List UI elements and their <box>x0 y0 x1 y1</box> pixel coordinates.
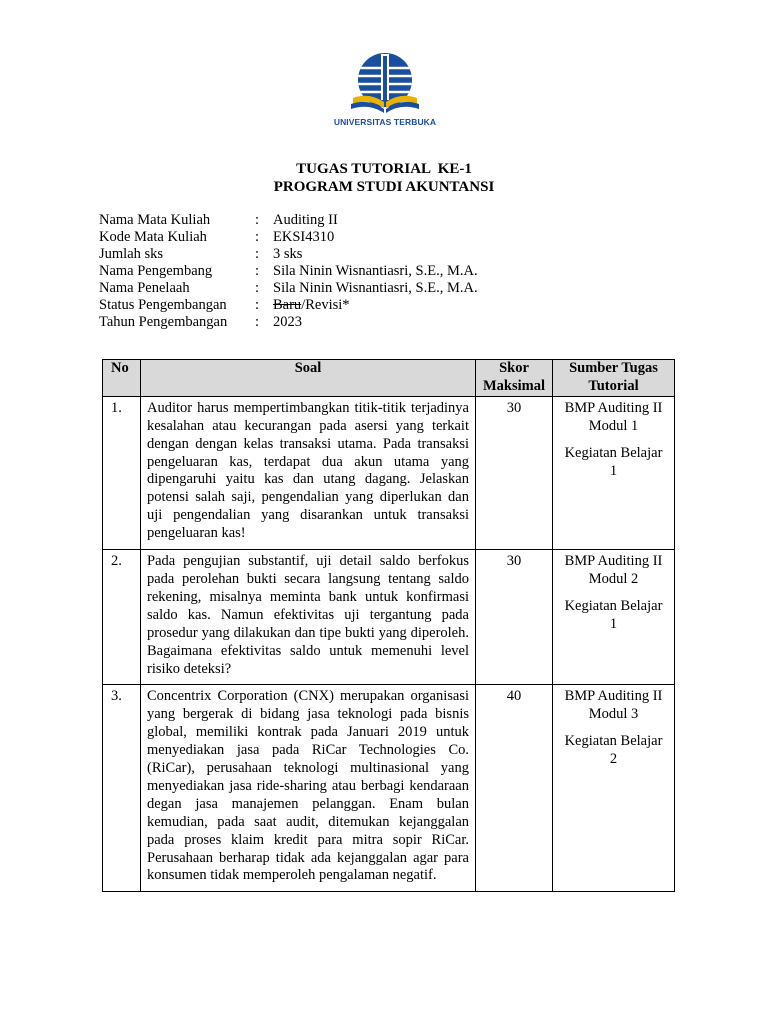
source-bmp: BMP Auditing II <box>564 399 663 416</box>
header-no: No <box>103 360 141 397</box>
header-skor-line-2: Maksimal <box>482 377 546 394</box>
meta-row-course-code <box>99 229 478 246</box>
meta-label: Status Pengembangan <box>99 297 227 313</box>
source-module: Modul 3 <box>588 706 639 723</box>
universitas-terbuka-logo-icon <box>347 52 423 116</box>
course-info <box>99 212 478 331</box>
row-number: 1. <box>103 396 141 549</box>
source-activity-number: 2 <box>609 751 618 768</box>
source-activity-number: 1 <box>609 615 618 632</box>
assignment-table <box>102 359 675 892</box>
meta-label: Tahun Pengembangan <box>99 314 228 330</box>
meta-value: Sila Ninin Wisnantiasri, S.E., M.A. <box>273 263 478 279</box>
max-score: 40 <box>476 685 553 892</box>
meta-value: 2023 <box>273 314 302 330</box>
source-activity-number: 1 <box>609 462 618 479</box>
status-rest: /Revisi* <box>301 297 350 313</box>
title-line-1: TUGAS TUTORIAL KE-1 <box>296 161 472 177</box>
university-logo <box>330 52 440 132</box>
meta-label: Jumlah sks <box>99 246 164 262</box>
header-skor-line-1: Skor <box>499 360 529 376</box>
header-sumber-line-1: Sumber Tugas <box>569 360 658 376</box>
meta-value: EKSI4310 <box>273 229 335 245</box>
meta-value <box>273 297 350 314</box>
meta-colon: : <box>255 314 260 330</box>
question-text: Concentrix Corporation (CNX) merupakan organisasi yang bergerak di bidang jasa teknologi pada bisnis global, memiliki kontrak pada Januari 2019 untuk menyediakan jasa pada RiCar Technologies Co. (RiCar), perusahaan teknologi multinasional yang menyediakan jasa ride-sharing atau berbagi kendaraan degan jasa manajemen pelanggan. Enam bulan kemudian, pada saat audit, ditemukan kejanggalan pada proses klaim kredit para mitra sopir RiCar. Perusahaan berharap tidak ada kejanggalan agar para konsumen tidak memperoleh pengalaman negatif. <box>141 685 476 892</box>
header-sumber-line-2: Tutorial <box>588 377 639 394</box>
meta-colon: : <box>255 280 260 296</box>
meta-row-developer <box>99 263 478 280</box>
logo-text: UNIVERSITAS TERBUKA <box>333 117 437 127</box>
header-skor <box>476 360 553 397</box>
header-sumber <box>553 360 675 397</box>
source-activity: Kegiatan Belajar <box>564 733 663 750</box>
meta-colon: : <box>255 297 260 313</box>
meta-label: Nama Penelaah <box>99 280 190 296</box>
row-number: 3. <box>103 685 141 892</box>
meta-label: Nama Pengembang <box>99 263 213 279</box>
meta-colon: : <box>255 263 260 279</box>
meta-colon: : <box>255 229 260 245</box>
max-score: 30 <box>476 396 553 549</box>
meta-colon: : <box>255 212 260 228</box>
document-title <box>0 160 768 196</box>
meta-label: Kode Mata Kuliah <box>99 229 207 245</box>
meta-value: Auditing II <box>273 212 338 228</box>
source-cell <box>553 396 675 549</box>
source-cell <box>553 550 675 685</box>
meta-row-development-status <box>99 297 478 314</box>
max-score: 30 <box>476 550 553 685</box>
meta-colon: : <box>255 246 260 262</box>
status-struck: Baru <box>273 297 302 313</box>
meta-label: Nama Mata Kuliah <box>99 212 211 228</box>
meta-value: Sila Ninin Wisnantiasri, S.E., M.A. <box>273 280 478 296</box>
meta-row-reviewer <box>99 280 478 297</box>
source-activity: Kegiatan Belajar <box>564 597 663 614</box>
table-row <box>103 685 675 892</box>
source-bmp: BMP Auditing II <box>564 688 663 705</box>
title-line-2: PROGRAM STUDI AKUNTANSI <box>273 179 495 195</box>
meta-row-course-name <box>99 212 478 229</box>
meta-row-development-year <box>99 314 478 331</box>
table-row <box>103 550 675 685</box>
source-cell <box>553 685 675 892</box>
question-text: Auditor harus mempertimbangkan titik-titik terjadinya kesalahan atau kecurangan pada asersi yang terkait dengan dengan kelas transaksi utama. Pada transaksi pengeluaran kas, terdapat dua akun utama yang dipengaruhi yaitu kas dan utang dagang. Jelaskan potensi salah saji, pengendalian yang diperlukan dan uji pengendalian yang disarankan untuk transaksi pengeluaran kas! <box>141 396 476 549</box>
table-row <box>103 396 675 549</box>
source-bmp: BMP Auditing II <box>564 553 663 570</box>
question-text: Pada pengujian substantif, uji detail saldo berfokus pada perolehan bukti secara langsung tentang saldo rekening, misalnya meminta bank untuk konfirmasi saldo kas. Namun efektivitas uji tergantung pada prosedur yang dilakukan dan tipe bukti yang diperoleh. Bagaimana efektivitas saldo untuk memenuhi level risiko deteksi? <box>141 550 476 685</box>
meta-value: 3 sks <box>273 246 303 262</box>
meta-row-credits <box>99 246 478 263</box>
table-header-row <box>103 360 675 397</box>
row-number: 2. <box>103 550 141 685</box>
source-module: Modul 1 <box>588 417 639 434</box>
header-soal: Soal <box>141 360 476 397</box>
source-activity: Kegiatan Belajar <box>564 444 663 461</box>
source-module: Modul 2 <box>588 570 639 587</box>
